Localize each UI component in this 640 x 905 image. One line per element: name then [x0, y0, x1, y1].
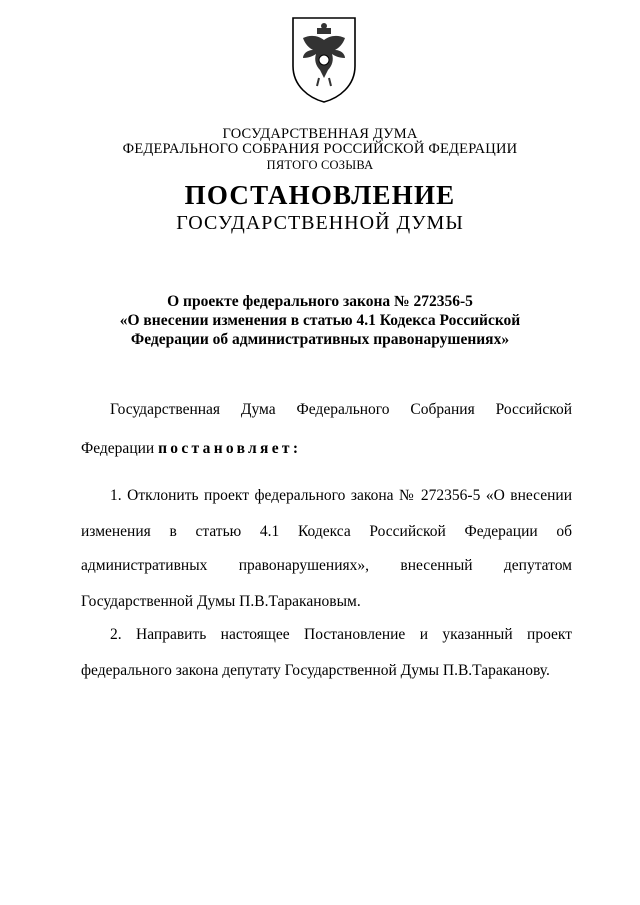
- state-emblem-icon: [289, 14, 359, 104]
- item1-line2: изменения в статью 4.1 Кодекса Российской Федерации об: [81, 523, 572, 540]
- decree-word: постановляет:: [158, 440, 302, 457]
- item2-line2: федерального закона депутату Государственной Думы П.В.Тараканову.: [81, 662, 550, 679]
- item2-line1: 2. Направить настоящее Постановление и указанный проект: [110, 626, 572, 643]
- subject-line1: О проекте федерального закона № 272356-5: [167, 293, 473, 310]
- convocation: ПЯТОГО СОЗЫВА: [266, 158, 374, 172]
- subject-line2: «О внесении изменения в статью 4.1 Кодекса Российской: [119, 312, 521, 329]
- doc-subtitle: ГОСУДАРСТВЕННОЙ ДУМЫ: [176, 212, 464, 234]
- subject-line3: Федерации об административных правонарушениях»: [130, 331, 510, 348]
- preamble-line2: [81, 439, 572, 458]
- item1-line4: Государственной Думы П.В.Таракановым.: [81, 593, 361, 610]
- org-name-line2: ФЕДЕРАЛЬНОГО СОБРАНИЯ РОССИЙСКОЙ ФЕДЕРАЦИИ: [122, 141, 518, 157]
- item1-line1: 1. Отклонить проект федерального закона № 272356-5 «О внесении: [110, 487, 572, 504]
- preamble-line1: Государственная Дума Федерального Собрания Российской: [110, 401, 572, 418]
- item1-line3: административных правонарушениях», внесенный депутатом: [81, 557, 572, 574]
- preamble-start: Федерации: [81, 440, 155, 457]
- doc-type-title: ПОСТАНОВЛЕНИЕ: [184, 180, 456, 210]
- org-name-line1: ГОСУДАРСТВЕННАЯ ДУМА: [222, 126, 418, 142]
